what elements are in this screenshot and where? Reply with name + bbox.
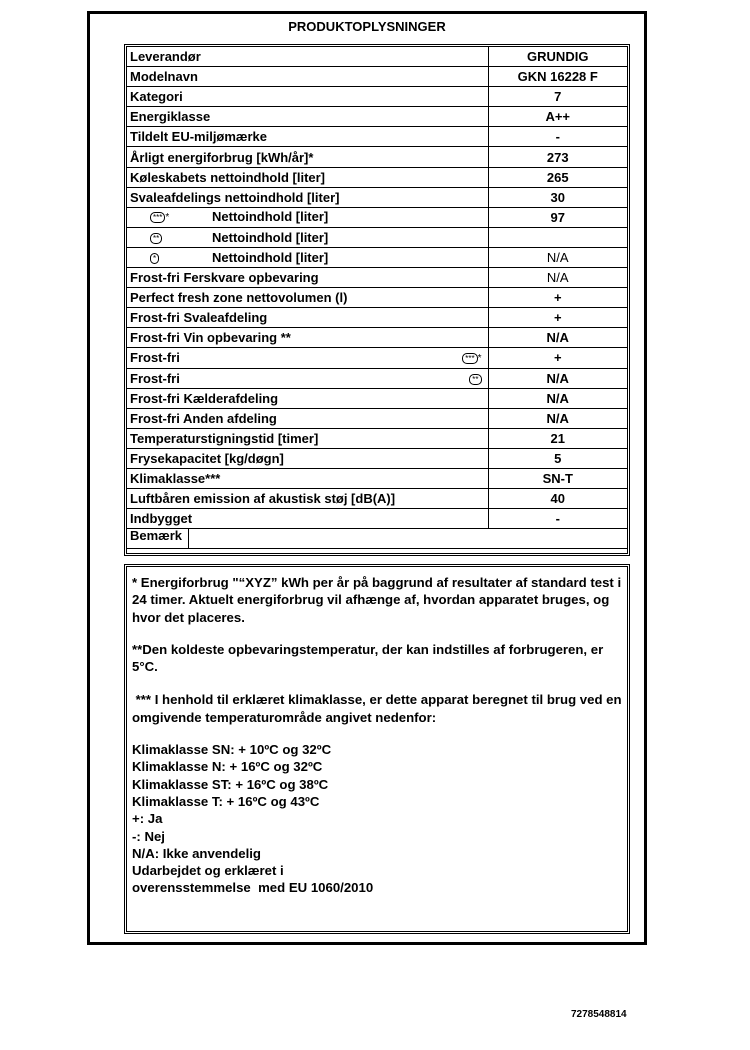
spec-row — [127, 388, 627, 408]
climate-n: Klimaklasse N: + 16ºC og 32ºC — [132, 759, 323, 775]
spec-row — [127, 147, 627, 167]
spec-label: Kategori — [130, 89, 183, 105]
note-climate-class: *** I henhold til erklæret klimaklasse, er dette apparat beregnet til brug ved en omgivende temperaturområde angivet nedenfor: — [132, 692, 626, 725]
spec-label-cell — [127, 87, 488, 107]
spec-label: Frost-fri Ferskvare opbevaring — [130, 270, 319, 286]
remark-label: Bemærk — [127, 529, 189, 548]
spec-row — [127, 268, 627, 288]
spec-row — [127, 247, 627, 267]
spec-label-cell — [127, 268, 488, 288]
spec-value: 265 — [488, 167, 627, 187]
spec-label: Nettoindhold [liter] — [212, 249, 329, 265]
spec-row — [127, 408, 627, 428]
spec-label-cell — [127, 428, 488, 448]
spec-row — [127, 428, 627, 448]
product-info-sheet — [87, 11, 647, 945]
spec-label: Nettoindhold [liter] — [212, 209, 329, 225]
spec-label: Klimaklasse*** — [130, 471, 221, 487]
declaration-line-1: Udarbejdet og erklæret i — [132, 863, 284, 879]
spec-label-cell — [127, 67, 488, 87]
spec-label: Tildelt EU-miljømærke — [130, 129, 268, 145]
spec-value: 97 — [488, 207, 627, 227]
freezer-star-icon: *** — [150, 212, 165, 223]
declaration-line-2: overensstemmelse med EU 1060/2010 — [132, 880, 374, 896]
spec-label-cell — [127, 348, 488, 368]
spec-value: N/A — [488, 408, 627, 428]
spec-label: Frost-fri Svaleafdeling — [130, 310, 268, 326]
spec-label: Leverandør — [130, 49, 201, 65]
notes-box — [124, 564, 630, 934]
spec-label-cell — [127, 468, 488, 488]
spec-row — [127, 308, 627, 328]
climate-st: Klimaklasse ST: + 16ºC og 38ºC — [132, 776, 329, 792]
spec-value: N/A — [488, 247, 627, 267]
legend-no: -: Nej — [132, 828, 165, 844]
spec-label-cell — [127, 509, 488, 529]
spec-label: Indbygget — [130, 511, 193, 527]
remark-row — [127, 529, 627, 549]
spec-value: 273 — [488, 147, 627, 167]
spec-label-cell — [127, 187, 488, 207]
note-coldest-temp: **Den koldeste opbevaringstemperatur, der kan indstilles af forbrugeren, er 5°C. — [132, 641, 604, 675]
spec-value: 21 — [488, 428, 627, 448]
spec-row — [127, 348, 627, 368]
spec-label: Perfect fresh zone nettovolumen (l) — [130, 290, 348, 306]
spec-value: N/A — [488, 328, 627, 348]
freezer-star-icon: ** — [150, 233, 162, 244]
spec-label: Modelnavn — [130, 69, 198, 85]
spec-label-cell — [127, 489, 488, 509]
spec-label-cell — [127, 47, 488, 67]
spec-value: 40 — [488, 489, 627, 509]
spec-label-cell — [127, 107, 488, 127]
spec-label-cell — [127, 388, 488, 408]
spec-row — [127, 468, 627, 488]
freezer-star-icon: ** — [469, 374, 481, 385]
spec-label-cell — [127, 127, 488, 147]
document-code: 7278548814 — [571, 1009, 627, 1020]
spec-value: - — [488, 127, 627, 147]
spec-row — [127, 227, 627, 247]
freezer-star-icon: *** — [462, 353, 477, 364]
spec-row — [127, 448, 627, 468]
spec-label: Frost-fri Kælderafdeling — [130, 390, 279, 406]
spec-label-cell — [127, 368, 488, 388]
spec-row — [127, 67, 627, 87]
spec-label: Energiklasse — [130, 109, 211, 125]
spec-label: Temperaturstigningstid [timer] — [130, 430, 319, 446]
spec-value: N/A — [488, 388, 627, 408]
legend-yes: +: Ja — [132, 811, 163, 827]
spec-row — [127, 187, 627, 207]
spec-row — [127, 127, 627, 147]
spec-value: GRUNDIG — [488, 47, 627, 67]
spec-row — [127, 368, 627, 388]
spec-label: Køleskabets nettoindhold [liter] — [130, 169, 326, 185]
spec-table — [127, 47, 627, 549]
spec-row — [127, 87, 627, 107]
spec-row — [127, 107, 627, 127]
legend-na: N/A: Ikke anvendelig — [132, 845, 261, 861]
spec-row — [127, 489, 627, 509]
climate-t: Klimaklasse T: + 16ºC og 43ºC — [132, 793, 320, 809]
spec-value: - — [488, 509, 627, 529]
spec-label: Nettoindhold [liter] — [212, 229, 329, 245]
spec-value: SN-T — [488, 468, 627, 488]
spec-label-cell — [127, 308, 488, 328]
spec-value: + — [488, 308, 627, 328]
spec-row — [127, 167, 627, 187]
spec-label: Frysekapacitet [kg/døgn] — [130, 450, 284, 466]
spec-row — [127, 328, 627, 348]
note-energy: * Energiforbrug "“XYZ” kWh per år på baggrund af resultater af standard test i 24 timer. Aktuelt energiforbrug vil afhænge af, hvordan apparatet bruges, og hvor det placeres. — [132, 575, 622, 625]
sheet-title: PRODUKTOPLYSNINGER — [288, 19, 446, 34]
spec-value: 7 — [488, 87, 627, 107]
spec-label-cell — [127, 448, 488, 468]
spec-label: Frost-fri Anden afdeling — [130, 410, 277, 426]
spec-label-cell — [127, 408, 488, 428]
spec-row — [127, 47, 627, 67]
spec-value: 30 — [488, 187, 627, 207]
spec-label: Luftbåren emission af akustisk støj [dB(A)] — [130, 491, 396, 507]
spec-label-cell — [127, 147, 488, 167]
spec-row — [127, 207, 627, 227]
spec-label-cell — [127, 247, 488, 267]
spec-value: 5 — [488, 448, 627, 468]
spec-label-cell — [127, 207, 488, 227]
spec-value: GKN 16228 F — [488, 67, 627, 87]
spec-label-cell — [127, 227, 488, 247]
spec-label-cell — [127, 328, 488, 348]
spec-value: N/A — [488, 268, 627, 288]
spec-value: A++ — [488, 107, 627, 127]
spec-label: Årligt energiforbrug [kWh/år]* — [130, 149, 314, 165]
spec-table-frame — [124, 44, 630, 556]
spec-row — [127, 288, 627, 308]
spec-value — [488, 227, 627, 247]
climate-sn: Klimaklasse SN: + 10ºC og 32ºC — [132, 742, 332, 758]
spec-label-cell — [127, 167, 488, 187]
star-extra-icon: * — [477, 353, 482, 365]
freezer-star-icon: * — [150, 253, 159, 264]
spec-value: + — [488, 348, 627, 368]
star-extra-icon: * — [165, 212, 170, 224]
spec-label: Frost-fri Vin opbevaring ** — [130, 330, 291, 346]
spec-value: N/A — [488, 368, 627, 388]
spec-label-cell — [127, 288, 488, 308]
spec-value: + — [488, 288, 627, 308]
spec-row — [127, 509, 627, 529]
spec-label: Frost-fri — [130, 350, 180, 366]
spec-label: Svaleafdelings nettoindhold [liter] — [130, 189, 340, 205]
spec-label: Frost-fri — [130, 370, 180, 386]
